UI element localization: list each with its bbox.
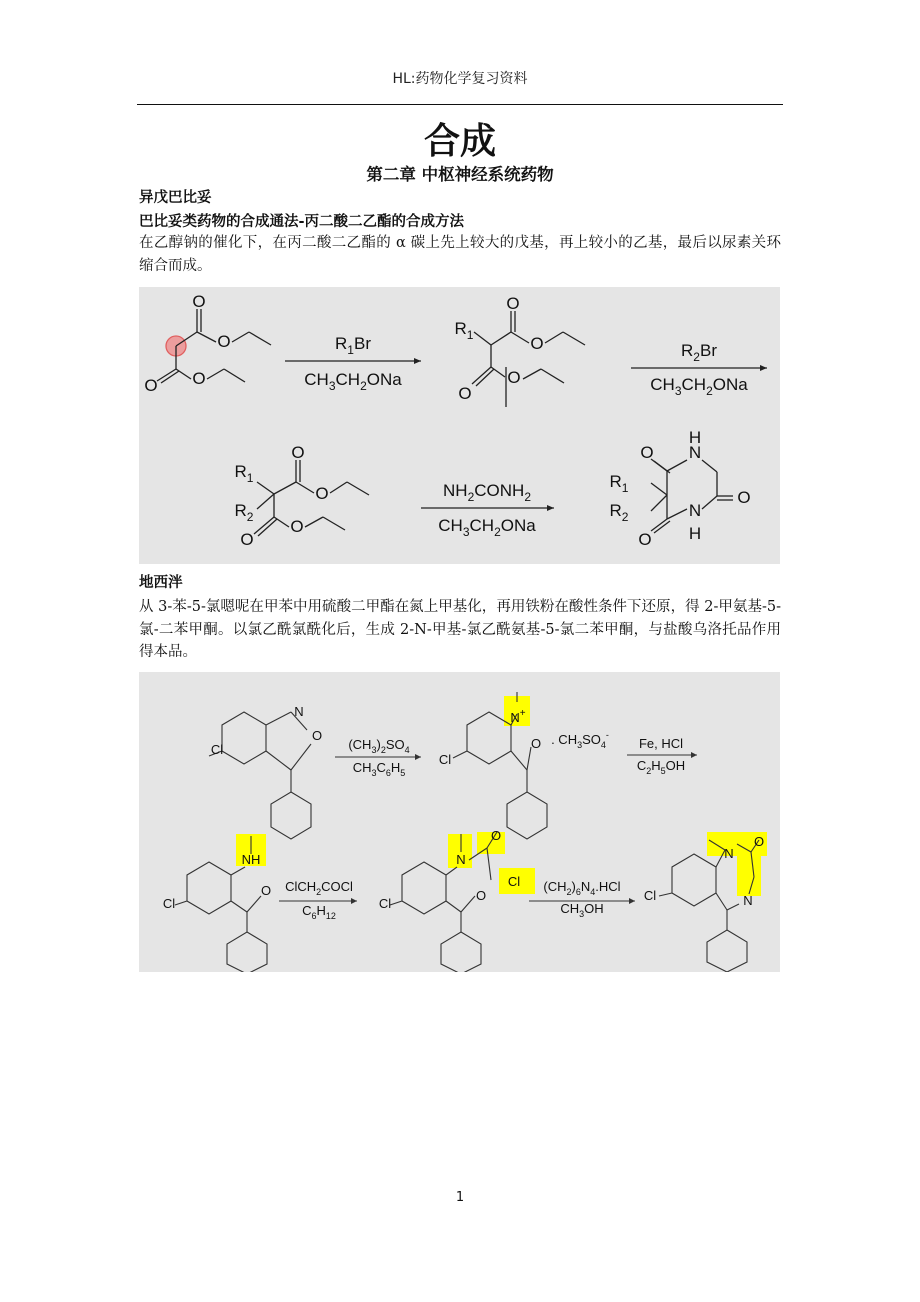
reagent-step3-bottom: $CH_3CH_2ONa$ [438, 516, 536, 539]
svg-text:O: O [290, 517, 304, 536]
scheme-diazepam-panel [139, 672, 780, 972]
reagent-step2-bottom: $CH_3CH_2ONa$ [650, 375, 748, 398]
svg-text:NH: NH [241, 852, 261, 867]
svg-text:O: O [144, 376, 158, 395]
svg-text:R1: $R_1$ [454, 319, 474, 342]
heading-diazepam: 地西泮 [139, 575, 183, 591]
svg-text:O: O [240, 530, 254, 549]
svg-text:N: N [743, 893, 753, 908]
svg-text:N: N [456, 852, 466, 867]
svg-text:O: O [737, 488, 751, 507]
svg-text:R1: $R_1$ [234, 462, 254, 485]
reagent-step2-top: $R_2Br$ [681, 341, 717, 364]
svg-text:O: O [640, 443, 654, 462]
reagent-step1-bottom: $CH_3CH_2ONa$ [304, 370, 402, 393]
svg-text:N: N [688, 501, 702, 520]
reagent-c-bottom: $C_6H_{12}$ [302, 903, 336, 921]
reagent-d-top: $(CH_2)_6N_4.HCl$ [543, 879, 621, 897]
svg-text:O: O [506, 294, 520, 313]
reagent-c-top: ClCH$_2$COCl [285, 879, 353, 897]
svg-text:H: H [688, 428, 702, 447]
chapter-heading: 第二章 中枢神经系统药物 [366, 165, 554, 184]
svg-text:O: O [315, 484, 329, 503]
heading-barbiturate-method: 巴比妥类药物的合成通法-丙二酸二乙酯的合成方法 [139, 214, 465, 230]
svg-text:O: O [753, 834, 765, 849]
svg-text:O: O [490, 828, 502, 843]
svg-text:R2: $R_2$ [609, 501, 629, 524]
reagent-b-top: Fe, HCl [638, 736, 684, 751]
svg-text:O: O [192, 369, 206, 388]
reagent-step3-top: $NH_2CONH_2$ [443, 481, 531, 504]
reagent-a-top: $(CH_3)_2SO_4$ [348, 737, 410, 755]
reagent-a-bottom: $CH_3C_6H_5$ [352, 760, 406, 778]
svg-text:O: O [192, 292, 206, 311]
svg-text:H: H [688, 524, 702, 543]
svg-text:Cl: Cl [210, 742, 224, 757]
svg-text:O: O [475, 888, 487, 903]
page-number: 1 [455, 1190, 465, 1205]
svg-text:Cl: Cl [162, 896, 176, 911]
svg-text:Cl: Cl [378, 896, 392, 911]
reagent-step1-top: $R_1Br$ [335, 334, 371, 357]
page-header: HL:药物化学复习资料 [392, 71, 528, 87]
svg-text:O: O [530, 334, 544, 353]
paragraph-diazepam: 从 3-苯-5-氯嗯呢在甲苯中用硫酸二甲酯在氮上甲基化，再用铁粉在酸性条件下还原，得 2-甲氨基-5-氯-二苯甲酮。以氯乙酰氯酰化后，生成 2-N-甲基-氯乙酰氨基-5-氯二苯甲酮，与盐酸乌洛托品作用得本品。 [139, 599, 781, 660]
svg-text:N+: N+ [510, 708, 526, 725]
svg-text:N: N [294, 704, 304, 719]
counterion-label: . $CH_3SO_4^-$ [551, 730, 609, 750]
page-title: 合成 [423, 121, 496, 162]
reagent-b-bottom: $C_2H_5OH$ [636, 758, 686, 776]
scheme-barbiturate [139, 287, 780, 564]
svg-text:Cl: Cl [507, 874, 521, 889]
scheme-barbiturate-panel [139, 287, 780, 564]
svg-text:O: O [291, 443, 305, 462]
svg-text:O: O [311, 728, 323, 743]
svg-text:O: O [260, 883, 272, 898]
svg-text:O: O [458, 384, 472, 403]
highlight-marks [236, 696, 767, 896]
heading-amobarbital: 异戊巴比妥 [139, 190, 212, 206]
svg-text:O: O [638, 530, 652, 549]
svg-text:O: O [507, 368, 521, 387]
svg-text:N: N [688, 443, 702, 462]
svg-text:Cl: Cl [438, 752, 452, 767]
svg-text:Cl: Cl [643, 888, 657, 903]
scheme-diazepam [139, 672, 780, 972]
paragraph-barbiturate: 在乙醇钠的催化下，在丙二酸二乙酯的 α 碳上先上较大的戊基，再上较小的乙基，最后以尿素关环缩合而成。 [139, 235, 781, 274]
reagent-d-bottom: $CH_3OH$ [560, 901, 604, 919]
svg-text:O: O [530, 736, 542, 751]
svg-text:R1: $R_1$ [609, 472, 629, 495]
svg-text:R2: $R_2$ [234, 501, 254, 524]
svg-text:N: N [724, 846, 734, 861]
svg-text:O: O [217, 332, 231, 351]
header-rule [137, 104, 783, 105]
